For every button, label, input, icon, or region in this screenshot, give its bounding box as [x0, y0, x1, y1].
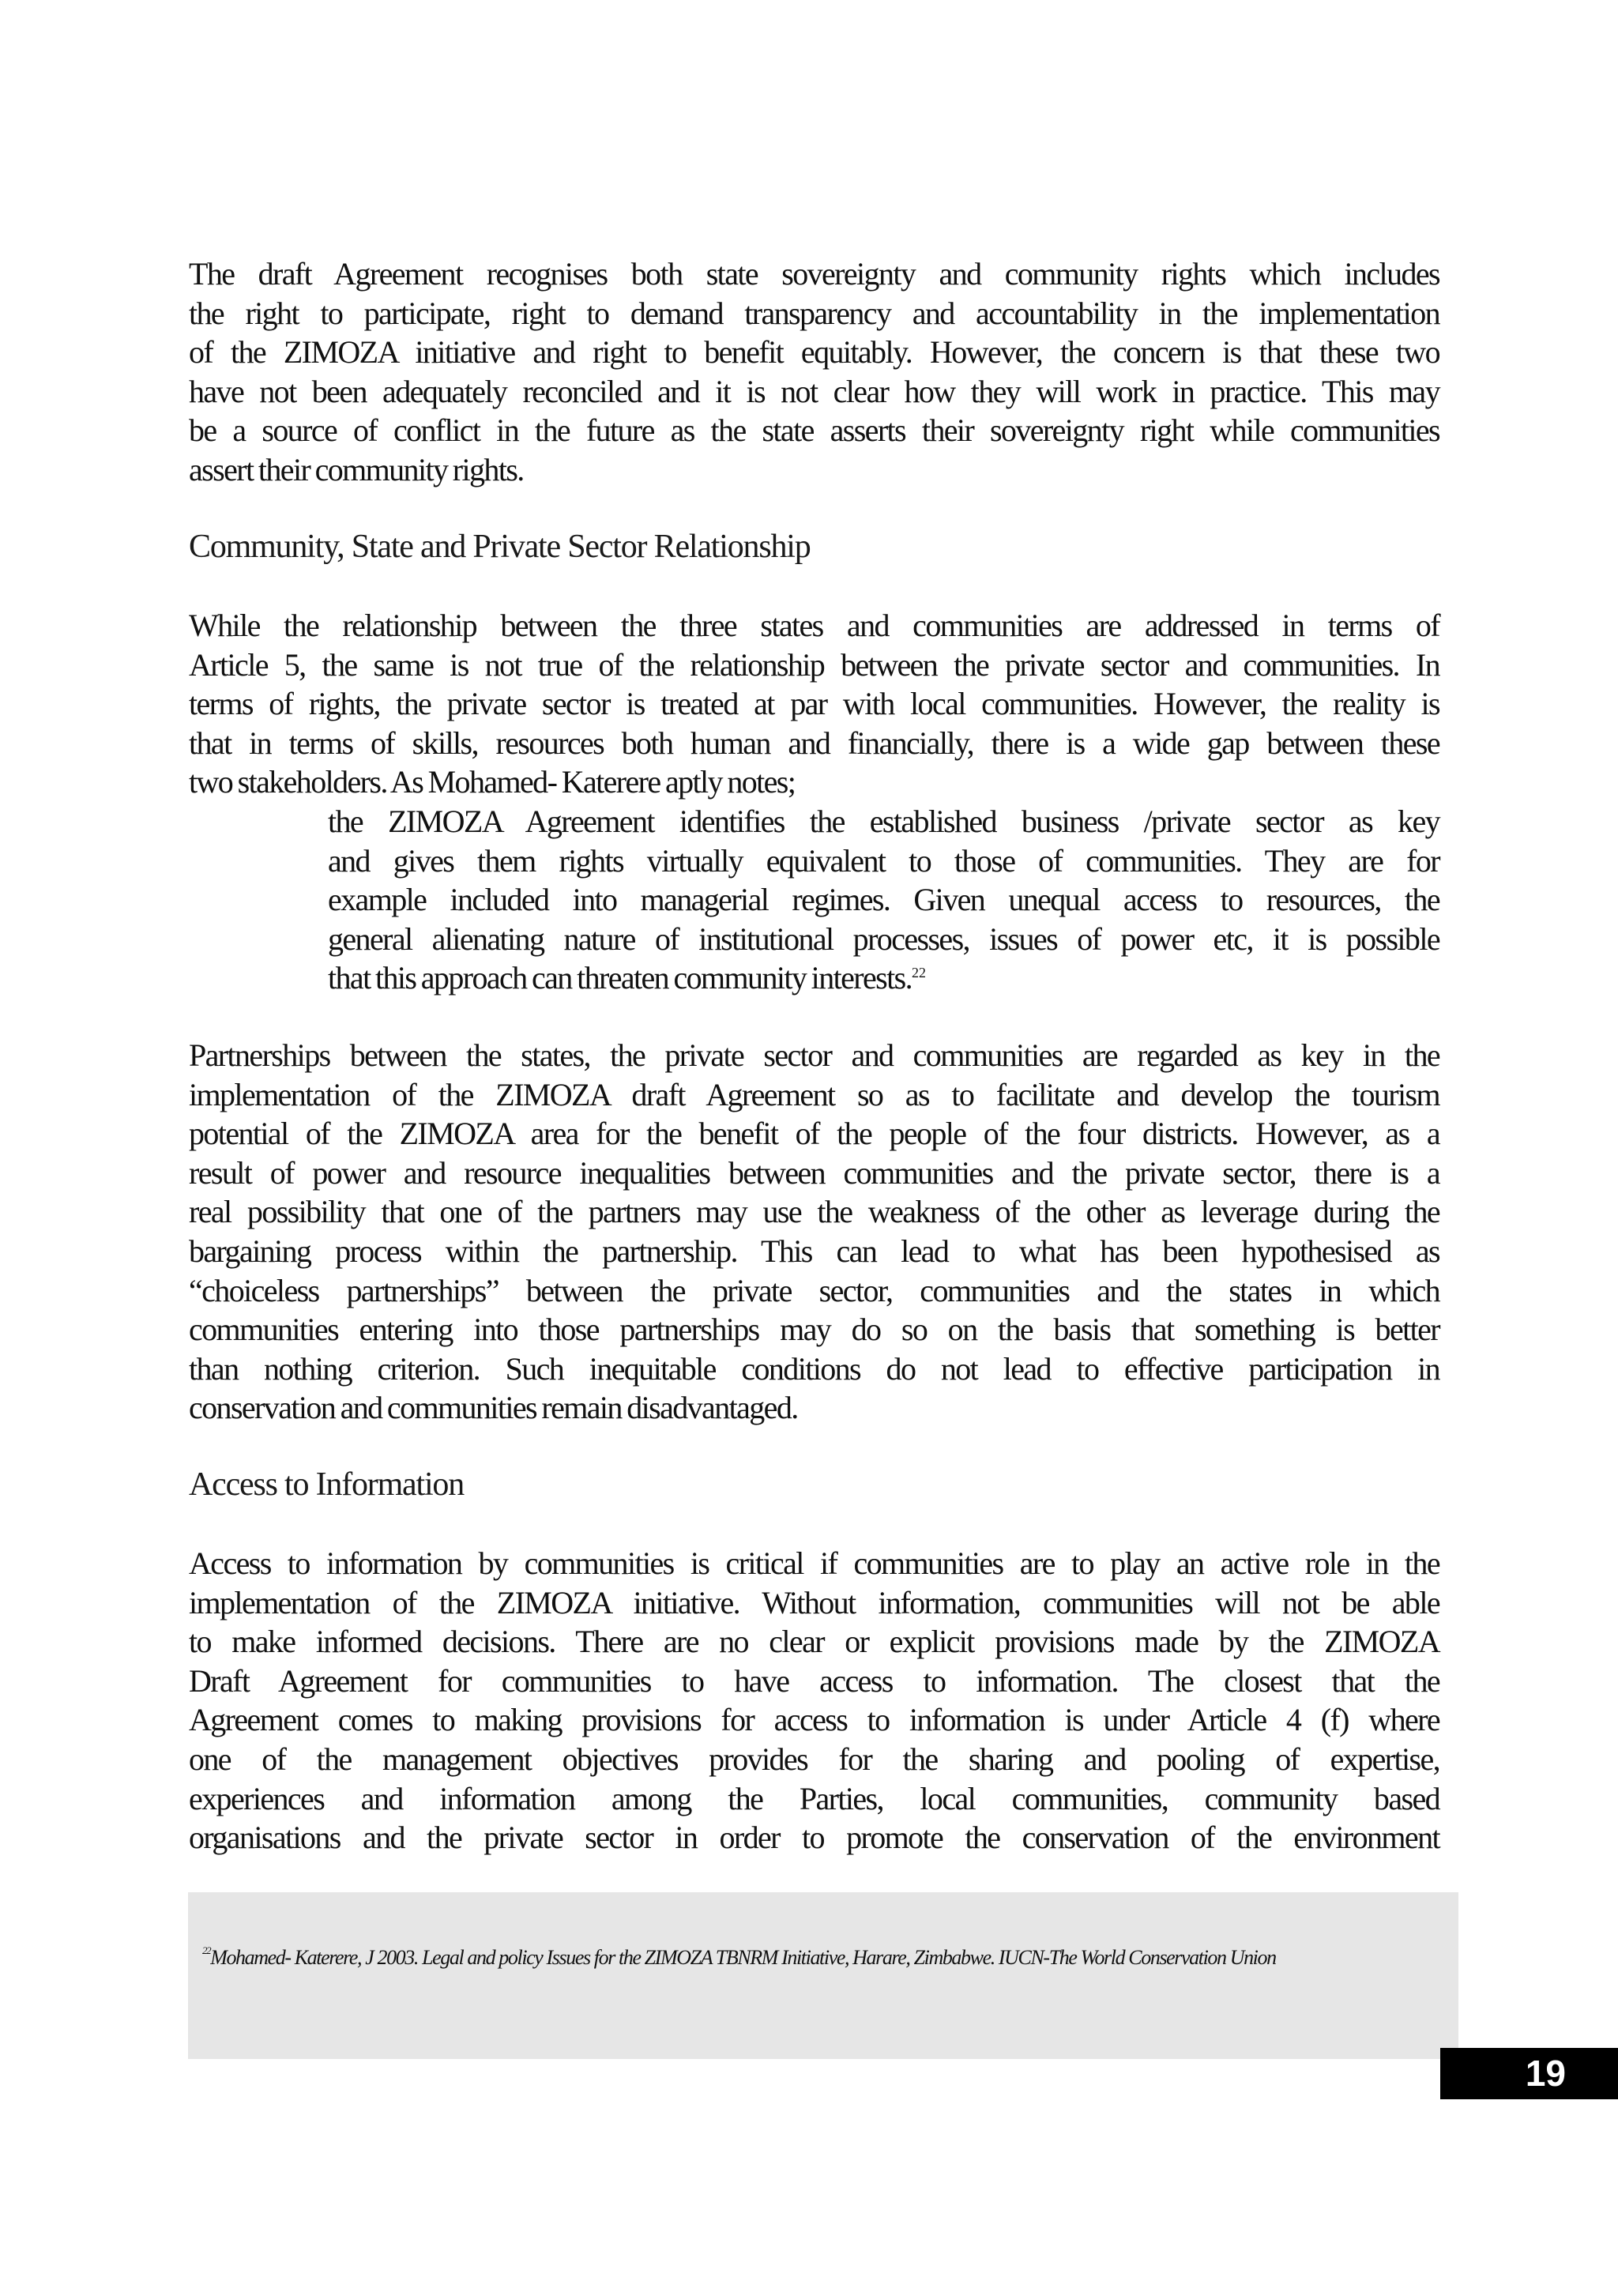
block-quote [328, 802, 1439, 998]
text-line: Access to information by communities is critical if communities are to play an active role in the [189, 1545, 1439, 1581]
quote-line: example included into managerial regimes. Given unequal access to resources, the [328, 882, 1439, 918]
text-line: that in terms of skills, resources both human and financially, there is a wide gap between these [189, 725, 1439, 761]
text-line: terms of rights, the private sector is treated at par with local communities. However, the reality is [189, 686, 1439, 722]
text-line: have not been adequately reconciled and it is not clear how they will work in practice. This may [189, 373, 1439, 409]
quote-line [328, 958, 1439, 998]
quote-line: general alienating nature of institutional processes, issues of power etc, it is possible [328, 920, 1439, 957]
page-number: 19 [1525, 2053, 1566, 2094]
text-line: communities entering into those partnerships may do so on the basis that something is better [189, 1312, 1439, 1348]
text-line: real possibility that one of the partners may use the weakness of the other as leverage during the [189, 1194, 1439, 1230]
text-line: Agreement comes to making provisions for access to information is under Article 4 (f) where [189, 1702, 1439, 1738]
text-line: be a source of conflict in the future as the state asserts their sovereignty right while communities [189, 412, 1439, 449]
footnote-number: 22 [202, 1944, 211, 1956]
paragraph-relationship [189, 606, 1439, 802]
text-line: result of power and resource inequalities between communities and the private sector, there is a [189, 1154, 1439, 1191]
quote-line: the ZIMOZA Agreement identifies the established business /private sector as key [328, 804, 1439, 839]
page-number-badge [1440, 2048, 1618, 2099]
footnote-area [188, 1892, 1458, 2059]
quote-line: and gives them rights virtually equivalent to those of communities. They are for [328, 842, 1439, 879]
text-line: potential of the ZIMOZA area for the benefit of the people of the four districts. However, as a [189, 1116, 1439, 1152]
text-line: experiences and information among the Parties, local communities, community based [189, 1780, 1439, 1816]
text-line: Article 5, the same is not true of the relationship between the private sector and communities. In [189, 646, 1439, 683]
text-line: two stakeholders. As Mohamed- Katerere aptly notes; [189, 764, 796, 800]
section-heading-access-to-information: Access to Information [189, 1466, 465, 1503]
text-line: the right to participate, right to demand transparency and accountability in the implementation [189, 295, 1439, 331]
text-line: one of the management objectives provides for the sharing and pooling of expertise, [189, 1741, 1439, 1777]
text-line: assert their community rights. [189, 451, 524, 487]
text-line: than nothing criterion. Such inequitable conditions do not lead to effective participation in [189, 1350, 1439, 1387]
text-line: implementation of the ZIMOZA draft Agreement so as to facilitate and develop the tourism [189, 1076, 1439, 1112]
text-line: While the relationship between the three states and communities are addressed in terms of [189, 608, 1439, 643]
paragraph-access-to-information [189, 1544, 1439, 1858]
text-line: of the ZIMOZA initiative and right to benefit equitably. However, the concern is that these two [189, 334, 1439, 371]
paragraph-sovereignty [189, 254, 1439, 490]
text-line: to make informed decisions. There are no clear or explicit provisions made by the ZIMOZA [189, 1624, 1439, 1660]
text-line: The draft Agreement recognises both state sovereignty and community rights which includes [189, 256, 1439, 292]
text-line: conservation and communities remain disadvantaged. [189, 1390, 798, 1426]
text-line: Draft Agreement for communities to have access to information. The closest that the [189, 1662, 1439, 1699]
footnote-reference[interactable]: 22 [911, 965, 926, 981]
text-line: organisations and the private sector in order to promote the conservation of the environment [189, 1820, 1439, 1856]
text-line: Partnerships between the states, the private sector and communities are regarded as key in the [189, 1037, 1439, 1073]
text-line: “choiceless partnerships” between the private sector, communities and the states in which [189, 1272, 1439, 1308]
section-heading-relationship: Community, State and Private Sector Relationship [189, 529, 811, 565]
footnote [202, 1946, 1276, 1970]
text-line: bargaining process within the partnership. This can lead to what has been hypothesised as [189, 1233, 1439, 1269]
text-line: implementation of the ZIMOZA initiative. Without information, communities will not be able [189, 1584, 1439, 1620]
footnote-citation: Mohamed- Katerere, J 2003. Legal and policy Issues for the ZIMOZA TBNRM Initiative, Harare, Zimbabwe. IUCN-The World Conservation Union [210, 1946, 1276, 1969]
paragraph-partnerships [189, 1036, 1439, 1428]
quote-last-text: that this approach can threaten community interests. [328, 960, 912, 996]
